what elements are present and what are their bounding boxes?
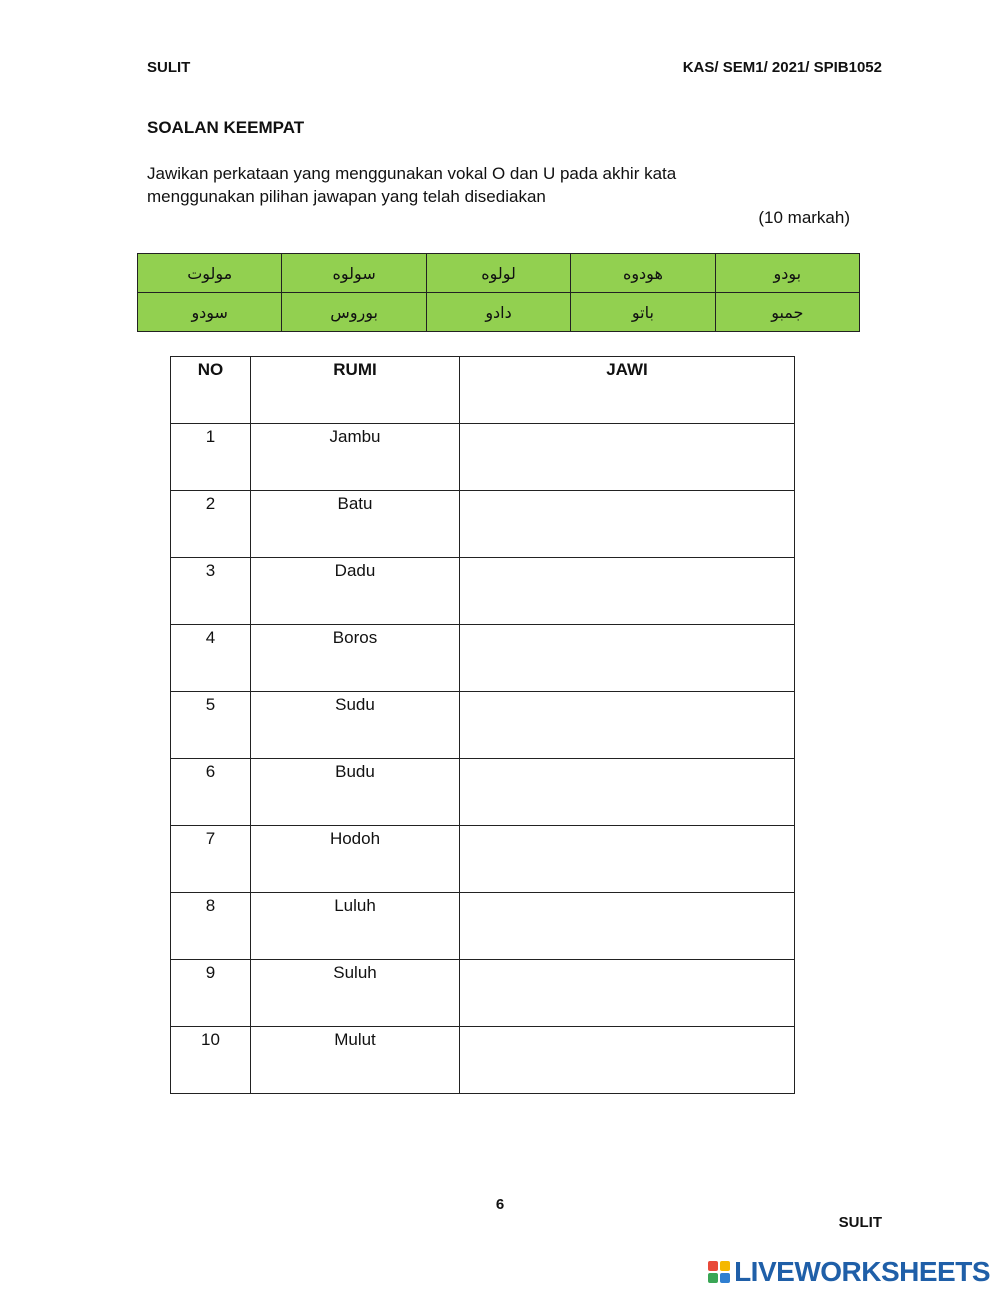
jawi-answer-dropzone[interactable] <box>460 692 795 759</box>
rumi-word: Dadu <box>251 558 460 625</box>
choices-row <box>138 293 860 332</box>
choice-word[interactable]: بودو <box>715 254 859 293</box>
jawi-answer-dropzone[interactable] <box>460 826 795 893</box>
table-row <box>171 759 795 826</box>
table-row <box>171 826 795 893</box>
header-no: NO <box>171 357 251 424</box>
row-number: 7 <box>171 826 251 893</box>
choice-word[interactable]: مولوت <box>138 254 282 293</box>
header-left-label: SULIT <box>147 59 191 76</box>
page-number: 6 <box>495 1196 505 1213</box>
table-row <box>171 692 795 759</box>
table-row <box>171 558 795 625</box>
liveworksheets-wordmark: LIVEWORKSHEETS <box>734 1256 990 1287</box>
choice-word[interactable]: جمبو <box>715 293 859 332</box>
question-title: SOALAN KEEMPAT <box>147 118 305 137</box>
row-number: 2 <box>171 491 251 558</box>
jawi-answer-dropzone[interactable] <box>460 1027 795 1094</box>
choice-word[interactable]: لولوه <box>426 254 570 293</box>
row-number: 5 <box>171 692 251 759</box>
rumi-word: Mulut <box>251 1027 460 1094</box>
row-number: 10 <box>171 1027 251 1094</box>
table-row <box>171 424 795 491</box>
choice-word[interactable]: سودو <box>138 293 282 332</box>
rumi-word: Suluh <box>251 960 460 1027</box>
header-rumi: RUMI <box>251 357 460 424</box>
choice-word[interactable]: بوروس <box>282 293 426 332</box>
rumi-word: Boros <box>251 625 460 692</box>
instruction-line-2: menggunakan pilihan jawapan yang telah disediakan <box>147 187 546 206</box>
header-jawi: JAWI <box>460 357 795 424</box>
rumi-word: Batu <box>251 491 460 558</box>
row-number: 6 <box>171 759 251 826</box>
choice-word[interactable]: هودوه <box>571 254 715 293</box>
row-number: 3 <box>171 558 251 625</box>
rumi-word: Hodoh <box>251 826 460 893</box>
instruction-line-1: Jawikan perkataan yang menggunakan vokal O dan U pada akhir kata <box>147 164 677 183</box>
choice-word[interactable]: باتو <box>571 293 715 332</box>
table-row <box>171 625 795 692</box>
row-number: 1 <box>171 424 251 491</box>
marks-label: (10 markah) <box>758 208 850 227</box>
row-number: 9 <box>171 960 251 1027</box>
rumi-word: Jambu <box>251 424 460 491</box>
question-instruction <box>147 162 867 208</box>
jawi-answer-dropzone[interactable] <box>460 625 795 692</box>
jawi-answer-dropzone[interactable] <box>460 960 795 1027</box>
jawi-answer-dropzone[interactable] <box>460 491 795 558</box>
jawi-answer-dropzone[interactable] <box>460 759 795 826</box>
choice-word[interactable]: سولوه <box>282 254 426 293</box>
rumi-word: Sudu <box>251 692 460 759</box>
header-right-code: KAS/ SEM1/ 2021/ SPIB1052 <box>682 59 882 76</box>
row-number: 4 <box>171 625 251 692</box>
jawi-answer-dropzone[interactable] <box>460 893 795 960</box>
table-row <box>171 1027 795 1094</box>
footer-right-label: SULIT <box>838 1214 882 1231</box>
answer-table-header <box>171 357 795 424</box>
rumi-word: Luluh <box>251 893 460 960</box>
rumi-word: Budu <box>251 759 460 826</box>
liveworksheets-logo[interactable] <box>708 1256 990 1288</box>
answer-choices-table <box>137 253 860 332</box>
table-row <box>171 893 795 960</box>
row-number: 8 <box>171 893 251 960</box>
choices-row <box>138 254 860 293</box>
table-row <box>171 491 795 558</box>
jawi-answer-dropzone[interactable] <box>460 424 795 491</box>
table-row <box>171 960 795 1027</box>
jawi-answer-dropzone[interactable] <box>460 558 795 625</box>
choice-word[interactable]: دادو <box>426 293 570 332</box>
liveworksheets-logo-icon <box>708 1261 730 1283</box>
answer-table <box>170 356 795 1094</box>
